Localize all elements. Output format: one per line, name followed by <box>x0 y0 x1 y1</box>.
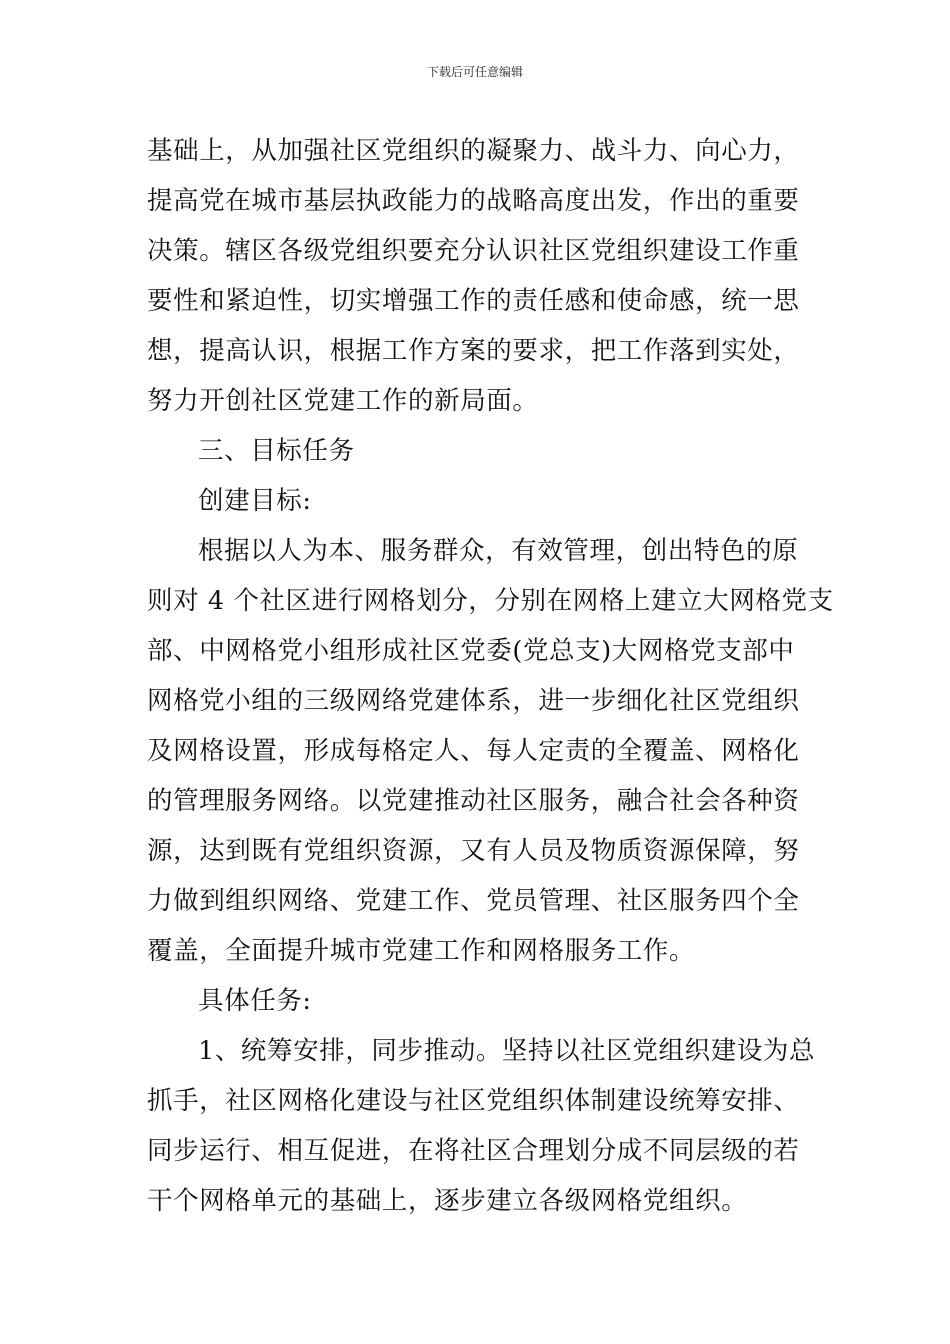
text-line: 根据以人为本、服务群众，有效管理，创出特色的原 <box>198 536 799 566</box>
text-line: 努力开创社区党建工作的新局面。 <box>147 386 539 416</box>
text-line: 则对 4 个社区进行网格划分，分别在网格上建立大网格党支 <box>147 586 834 616</box>
text-line: 及网格设置，形成每格定人、每人定责的全覆盖、网格化 <box>147 736 800 766</box>
document-body <box>147 126 834 1226</box>
text-line: 要性和紧迫性，切实增强工作的责任感和使命感，统一思 <box>147 286 800 316</box>
text-line: 的管理服务网络。以党建推动社区服务，融合社会各种资 <box>147 786 800 816</box>
text-line: 抓手，社区网格化建设与社区党组织体制建设统筹安排、 <box>147 1086 800 1116</box>
text-line: 覆盖，全面提升城市党建工作和网格服务工作。 <box>147 936 696 966</box>
section-heading: 三、目标任务 <box>198 436 355 466</box>
text-line: 基础上，从加强社区党组织的凝聚力、战斗力、向心力， <box>147 136 800 166</box>
text-line: 力做到组织网络、党建工作、党员管理、社区服务四个全 <box>147 886 800 916</box>
text-line: 决策。辖区各级党组织要充分认识社区党组织建设工作重 <box>147 236 800 266</box>
text-line: 想，提高认识，根据工作方案的要求，把工作落到实处， <box>147 336 800 366</box>
text-line: 网格党小组的三级网络党建体系，进一步细化社区党组织 <box>147 686 800 716</box>
page-header: 下载后可任意编辑 <box>426 65 523 79</box>
text-line: 源，达到既有党组织资源，又有人员及物质资源保障，努 <box>147 836 800 866</box>
text-line: 1、统筹安排，同步推动。坚持以社区党组织建设为总 <box>198 1036 816 1066</box>
text-line: 干个网格单元的基础上，逐步建立各级网格党组织。 <box>147 1186 748 1216</box>
text-line: 部、中网格党小组形成社区党委(党总支)大网格党支部中 <box>147 636 795 666</box>
subsection-heading: 具体任务: <box>198 986 312 1016</box>
subsection-heading: 创建目标: <box>198 486 312 516</box>
text-line: 提高党在城市基层执政能力的战略高度出发，作出的重要 <box>147 186 800 216</box>
text-line: 同步运行、相互促进，在将社区合理划分成不同层级的若 <box>147 1136 800 1166</box>
